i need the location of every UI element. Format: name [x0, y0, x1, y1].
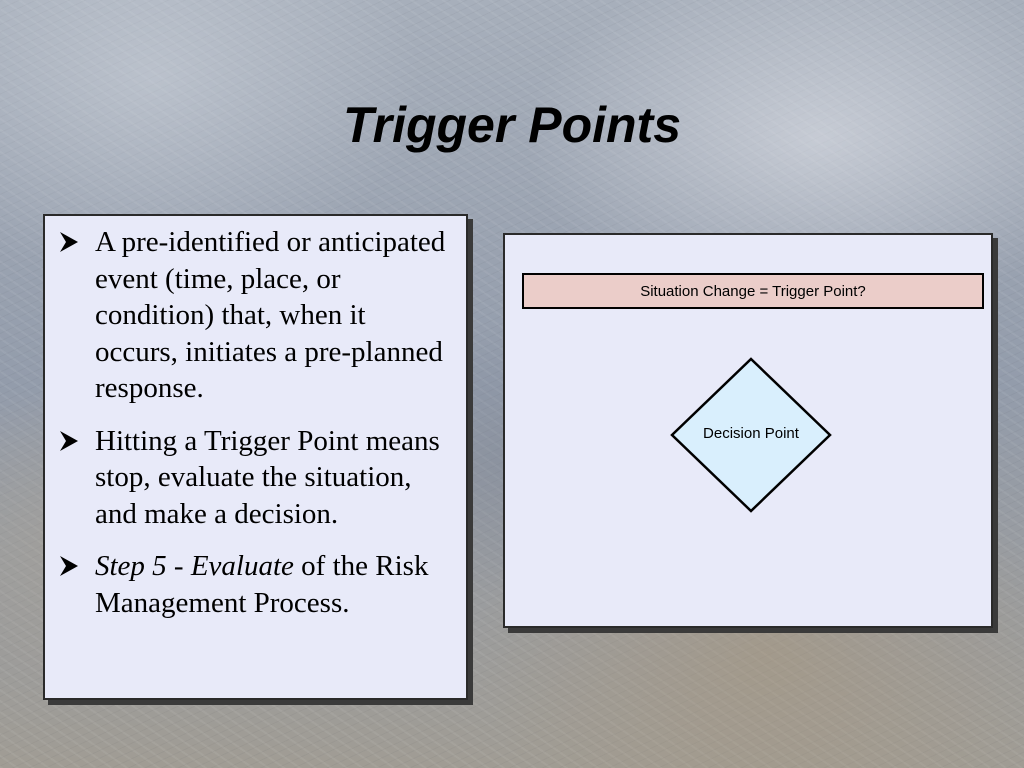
arrow-bullet-icon — [59, 548, 95, 584]
bullet-text: A pre-identified or anticipated event (time, place, or condition) that, when it occurs, initiates a pre-planned response. — [95, 226, 446, 404]
decision-point-label: Decision Point — [703, 425, 799, 442]
arrow-bullet-icon — [59, 423, 95, 459]
bullet-item — [59, 224, 446, 407]
bullet-text — [95, 548, 446, 621]
bullet-text-rest: of the Risk Management Process. — [95, 550, 429, 619]
situation-change-bar: Situation Change = Trigger Point? — [522, 273, 984, 309]
arrow-bullet-icon — [59, 224, 95, 260]
bullet-emphasis: Step 5 - Evaluate — [95, 550, 294, 582]
bullet-item — [59, 548, 446, 621]
bullet-text-box — [43, 214, 468, 700]
bullet-text: Hitting a Trigger Point means stop, evaluate the situation, and make a decision. — [95, 424, 440, 530]
diagram-panel — [503, 233, 993, 628]
slide-title: Trigger Points — [342, 97, 681, 153]
bullet-item — [59, 423, 446, 533]
